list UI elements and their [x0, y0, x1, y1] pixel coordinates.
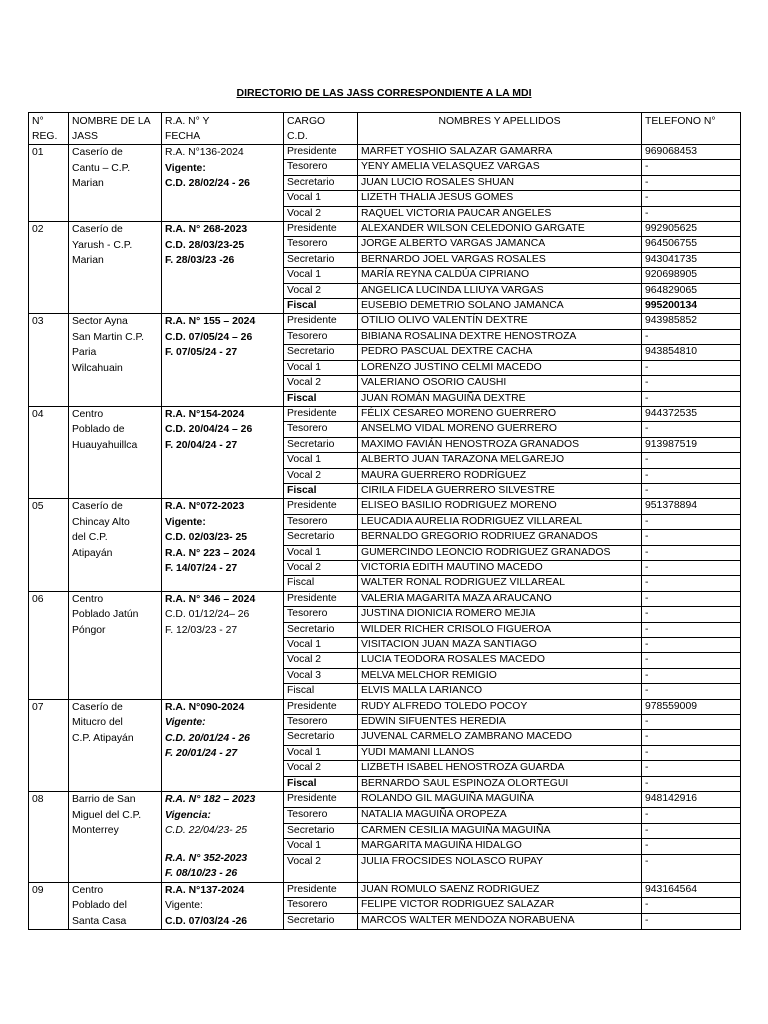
member-phone: -	[642, 530, 741, 545]
jass-name-line: Yarush - C.P.	[72, 239, 133, 251]
resolution-line: C.D. 01/12/24– 26	[165, 609, 250, 621]
member-name: ALEXANDER WILSON CELEDONIO GARGATE	[358, 222, 642, 237]
member-name: JUAN ROMÁN MAGUIÑA DEXTRE	[358, 391, 642, 406]
member-role: Fiscal	[284, 483, 358, 498]
resolution-line: R.A. N° 223 – 2024	[165, 547, 256, 559]
resolution-line: C.D. 02/03/23- 25	[165, 532, 248, 544]
resolution-info	[162, 591, 284, 699]
member-phone: -	[642, 730, 741, 745]
resolution-line: Vigente:	[165, 717, 206, 729]
jass-name	[69, 591, 162, 699]
member-phone: -	[642, 622, 741, 637]
member-name: BERNARDO SAUL ESPINOZA OLORTEGUI	[358, 776, 642, 791]
member-role: Fiscal	[284, 684, 358, 699]
member-phone: -	[642, 914, 741, 930]
member-name: BERNALDO GREGORIO RODRIUEZ GRANADOS	[358, 530, 642, 545]
jass-name-line: Wilcahuain	[72, 362, 123, 374]
jass-name-line: San Martin C.P.	[72, 331, 144, 343]
member-phone: 944372535	[642, 406, 741, 421]
member-phone: -	[642, 854, 741, 882]
member-role: Presidente	[284, 222, 358, 237]
member-phone: -	[642, 391, 741, 406]
member-name: WILDER RICHER CRISOLO FIGUEROA	[358, 622, 642, 637]
resolution-line: R.A. N° 352-2023	[165, 852, 248, 864]
member-phone: -	[642, 745, 741, 760]
member-role: Tesorero	[284, 807, 358, 823]
resolution-line: F. 20/01/24 - 27	[165, 748, 238, 760]
resolution-line: F. 12/03/23 - 27	[165, 624, 238, 636]
member-role: Secretario	[284, 345, 358, 360]
member-phone: 969068453	[642, 145, 741, 160]
member-name: MARFET YOSHIO SALAZAR GAMARRA	[358, 145, 642, 160]
member-phone: -	[642, 761, 741, 776]
member-name: FÉLIX CESAREO MORENO GUERRERO	[358, 406, 642, 421]
member-role: Secretario	[284, 914, 358, 930]
resolution-line: R.A. N°137-2024	[165, 884, 245, 896]
jass-name	[69, 406, 162, 498]
jass-name-line: Centro	[72, 593, 104, 605]
jass-name-line: Poblado Jatún	[72, 609, 139, 621]
member-phone: 943854810	[642, 345, 741, 360]
member-phone: 964506755	[642, 237, 741, 252]
member-name: NATALIA MAGUIÑA OROPEZA	[358, 807, 642, 823]
member-role: Vocal 2	[284, 560, 358, 575]
jass-name-line: Cantu – C.P.	[72, 162, 131, 174]
jass-name-line: Póngor	[72, 624, 106, 636]
member-role: Presidente	[284, 314, 358, 329]
resolution-line: R.A. N° 346 – 2024	[165, 593, 256, 605]
resolution-line: F. 08/10/23 - 26	[165, 868, 238, 880]
document-title: DIRECTORIO DE LAS JASS CORRESPONDIENTE A LA MDI	[236, 87, 532, 99]
member-phone: 943164564	[642, 882, 741, 898]
member-role: Vocal 2	[284, 653, 358, 668]
member-phone: -	[642, 715, 741, 730]
member-role: Vocal 1	[284, 545, 358, 560]
member-phone: -	[642, 898, 741, 914]
jass-name-line: Atipayán	[72, 547, 113, 559]
resolution-info	[162, 222, 284, 314]
member-role: Secretario	[284, 823, 358, 839]
jass-name-line: Huauyahuillca	[72, 439, 138, 451]
member-phone: -	[642, 329, 741, 344]
member-phone: -	[642, 376, 741, 391]
resolution-line: C.D. 07/03/24 -26	[165, 915, 248, 927]
member-phone: -	[642, 175, 741, 190]
member-name: MAXIMO FAVIÁN HENOSTROZA GRANADOS	[358, 437, 642, 452]
member-phone: -	[642, 823, 741, 839]
member-name: MARÍA REYNA CALDÚA CIPRIANO	[358, 268, 642, 283]
member-role: Presidente	[284, 792, 358, 808]
member-role: Vocal 1	[284, 360, 358, 375]
resolution-line: R.A. N°154-2024	[165, 408, 245, 420]
jass-name-line: Miguel del C.P.	[72, 809, 142, 821]
jass-name-line: Mitucro del	[72, 717, 123, 729]
resolution-line: Vigente:	[165, 516, 206, 528]
resolution-line: Vigente:	[165, 900, 203, 912]
resolution-line: F. 14/07/24 - 27	[165, 563, 238, 575]
resolution-line: R.A. N°136-2024	[165, 147, 244, 158]
member-name: JORGE ALBERTO VARGAS JAMANCA	[358, 237, 642, 252]
resolution-line: R.A. N° 182 – 2023	[165, 794, 256, 806]
member-role: Tesorero	[284, 898, 358, 914]
header-row	[29, 113, 741, 145]
table-row	[29, 406, 741, 421]
member-role: Vocal 2	[284, 854, 358, 882]
jass-directory-table	[28, 112, 741, 930]
member-role: Vocal 2	[284, 376, 358, 391]
member-role: Presidente	[284, 699, 358, 714]
member-name: JULIA FROCSIDES NOLASCO RUPAY	[358, 854, 642, 882]
registry-number: 03	[29, 314, 69, 406]
resolution-line: Vigente:	[165, 162, 206, 174]
resolution-line: R.A. N° 268-2023	[165, 224, 248, 236]
member-phone: 964829065	[642, 283, 741, 298]
member-phone: -	[642, 468, 741, 483]
member-phone: 948142916	[642, 792, 741, 808]
member-name: VALERIANO OSORIO CAUSHI	[358, 376, 642, 391]
jass-name	[69, 145, 162, 222]
jass-name	[69, 699, 162, 791]
resolution-line: Vigencia:	[165, 809, 211, 821]
member-role: Vocal 1	[284, 268, 358, 283]
resolution-line: C.D. 28/03/23-25	[165, 239, 245, 251]
jass-name-line: Marian	[72, 255, 104, 267]
member-name: RUDY ALFREDO TOLEDO POCOY	[358, 699, 642, 714]
jass-name	[69, 314, 162, 406]
member-role: Presidente	[284, 882, 358, 898]
member-name: JUVENAL CARMELO ZAMBRANO MACEDO	[358, 730, 642, 745]
member-role: Presidente	[284, 499, 358, 514]
resolution-line: C.D. 28/02/24 - 26	[165, 178, 250, 189]
jass-name-line: Santa Casa	[72, 915, 127, 927]
table-row	[29, 499, 741, 514]
member-role: Vocal 1	[284, 638, 358, 653]
table-row	[29, 591, 741, 606]
member-name: VALERIA MAGARITA MAZA ARAUCANO	[358, 591, 642, 606]
member-role: Tesorero	[284, 329, 358, 344]
member-role: Vocal 2	[284, 761, 358, 776]
table-row	[29, 882, 741, 898]
member-name: ROLANDO GIL MAGUIÑA MAGUIÑA	[358, 792, 642, 808]
member-phone: 951378894	[642, 499, 741, 514]
registry-number: 09	[29, 882, 69, 930]
registry-number: 05	[29, 499, 69, 591]
member-phone: -	[642, 653, 741, 668]
member-role: Fiscal	[284, 299, 358, 314]
jass-name-line: Centro	[72, 884, 104, 896]
member-name: EUSEBIO DEMETRIO SOLANO JAMANCA	[358, 299, 642, 314]
member-phone: -	[642, 668, 741, 683]
header-nombres: NOMBRES Y APELLIDOS	[358, 113, 642, 145]
member-name: EDWIN SIFUENTES HEREDIA	[358, 715, 642, 730]
registry-number: 07	[29, 699, 69, 791]
header-telefono: TELEFONO N°	[642, 113, 741, 145]
resolution-line: R.A. N°090-2024	[165, 701, 245, 713]
jass-name	[69, 499, 162, 591]
member-phone: 943041735	[642, 252, 741, 267]
jass-name-line: Barrio de San	[72, 794, 136, 806]
table-body	[29, 145, 741, 930]
member-phone: -	[642, 422, 741, 437]
member-name: ANGELICA LUCINDA LLIUYA VARGAS	[358, 283, 642, 298]
member-name: OTILIO OLIVO VALENTÍN DEXTRE	[358, 314, 642, 329]
member-name: MELVA MELCHOR REMIGIO	[358, 668, 642, 683]
registry-number: 02	[29, 222, 69, 314]
member-name: JUSTINA DIONICIA ROMERO MEJIA	[358, 607, 642, 622]
member-role: Tesorero	[284, 422, 358, 437]
member-name: MAURA GUERRERO RODRÍGUEZ	[358, 468, 642, 483]
member-phone: 943985852	[642, 314, 741, 329]
member-phone: -	[642, 545, 741, 560]
member-name: LIZBETH ISABEL HENOSTROZA GUARDA	[358, 761, 642, 776]
member-role: Secretario	[284, 175, 358, 190]
member-phone: -	[642, 560, 741, 575]
header-cargo: CARGO C.D.	[284, 113, 358, 145]
member-phone: 913987519	[642, 437, 741, 452]
member-role: Secretario	[284, 622, 358, 637]
member-name: MARCOS WALTER MENDOZA NORABUENA	[358, 914, 642, 930]
member-phone: -	[642, 607, 741, 622]
jass-name-line: Caserío de	[72, 224, 123, 236]
jass-name-line: Chincay Alto	[72, 516, 130, 528]
table-row	[29, 145, 741, 160]
member-phone: -	[642, 638, 741, 653]
member-role: Vocal 1	[284, 745, 358, 760]
jass-name	[69, 792, 162, 883]
jass-name-line: Poblado de	[72, 424, 125, 436]
member-name: JUAN LUCIO ROSALES SHUAN	[358, 175, 642, 190]
member-name: ELVIS MALLA LARIANCO	[358, 684, 642, 699]
member-role: Fiscal	[284, 776, 358, 791]
member-name: JUAN ROMULO SAENZ RODRIGUEZ	[358, 882, 642, 898]
resolution-info	[162, 406, 284, 498]
jass-name-line: Caserío de	[72, 147, 123, 158]
member-name: CIRILA FIDELA GUERRERO SILVESTRE	[358, 483, 642, 498]
member-phone: -	[642, 839, 741, 855]
member-role: Tesorero	[284, 607, 358, 622]
table-row	[29, 699, 741, 714]
member-phone: -	[642, 360, 741, 375]
member-name: FELIPE VICTOR RODRIGUEZ SALAZAR	[358, 898, 642, 914]
member-name: ALBERTO JUAN TARAZONA MELGAREJO	[358, 453, 642, 468]
member-phone: 995200134	[642, 299, 741, 314]
member-role: Vocal 2	[284, 468, 358, 483]
member-role: Presidente	[284, 591, 358, 606]
member-phone: 920698905	[642, 268, 741, 283]
resolution-info	[162, 882, 284, 930]
resolution-info	[162, 499, 284, 591]
resolution-info	[162, 792, 284, 883]
member-phone: -	[642, 453, 741, 468]
member-phone: -	[642, 206, 741, 221]
header-jass-name: NOMBRE DE LA JASS	[69, 113, 162, 145]
member-name: VICTORIA EDITH MAUTINO MACEDO	[358, 560, 642, 575]
member-phone: 978559009	[642, 699, 741, 714]
member-phone: -	[642, 591, 741, 606]
member-name: ELISEO BASILIO RODRIGUEZ MORENO	[358, 499, 642, 514]
table-row	[29, 792, 741, 808]
jass-name	[69, 222, 162, 314]
member-role: Presidente	[284, 406, 358, 421]
member-phone: -	[642, 576, 741, 591]
resolution-line: F. 28/03/23 -26	[165, 255, 235, 267]
member-role: Tesorero	[284, 160, 358, 175]
jass-name-line: Caserío de	[72, 701, 123, 713]
registry-number: 01	[29, 145, 69, 222]
resolution-line: C.D. 20/04/24 – 26	[165, 424, 253, 436]
jass-name-line: C.P. Atipayán	[72, 732, 134, 744]
header-ra: R.A. N° Y FECHA	[162, 113, 284, 145]
jass-name-line: Caserío de	[72, 501, 123, 513]
member-role: Secretario	[284, 730, 358, 745]
jass-name-line: Paria	[72, 347, 97, 359]
member-name: VISITACION JUAN MAZA SANTIAGO	[358, 638, 642, 653]
member-name: GUMERCINDO LEONCIO RODRIGUEZ GRANADOS	[358, 545, 642, 560]
member-name: LEUCADIA AURELIA RODRIGUEZ VILLAREAL	[358, 514, 642, 529]
jass-name-line: Poblado del	[72, 900, 127, 912]
member-name: PEDRO PASCUAL DEXTRE CACHA	[358, 345, 642, 360]
member-role: Tesorero	[284, 514, 358, 529]
member-phone: -	[642, 191, 741, 206]
registry-number: 06	[29, 591, 69, 699]
jass-name-line: Sector Ayna	[72, 316, 128, 328]
member-role: Secretario	[284, 530, 358, 545]
member-name: LORENZO JUSTINO CELMI MACEDO	[358, 360, 642, 375]
member-role: Tesorero	[284, 237, 358, 252]
resolution-info	[162, 699, 284, 791]
member-role: Vocal 1	[284, 453, 358, 468]
member-phone: -	[642, 514, 741, 529]
member-name: MARGARITA MAGUIÑA HIDALGO	[358, 839, 642, 855]
resolution-line: R.A. N°072-2023	[165, 501, 245, 513]
jass-name	[69, 882, 162, 930]
member-role: Fiscal	[284, 576, 358, 591]
member-role: Tesorero	[284, 715, 358, 730]
table-row	[29, 222, 741, 237]
member-phone: -	[642, 160, 741, 175]
member-phone: -	[642, 483, 741, 498]
member-phone: 992905625	[642, 222, 741, 237]
registry-number: 08	[29, 792, 69, 883]
member-role: Secretario	[284, 437, 358, 452]
member-name: BIBIANA ROSALINA DEXTRE HENOSTROZA	[358, 329, 642, 344]
registry-number: 04	[29, 406, 69, 498]
jass-name-line: Centro	[72, 408, 104, 420]
member-role: Vocal 3	[284, 668, 358, 683]
header-reg: N° REG.	[29, 113, 69, 145]
resolution-line: F. 20/04/24 - 27	[165, 439, 238, 451]
member-role: Vocal 1	[284, 191, 358, 206]
resolution-line: C.D. 22/04/23- 25	[165, 825, 248, 837]
blank-line	[165, 839, 280, 851]
member-role: Fiscal	[284, 391, 358, 406]
resolution-info	[162, 314, 284, 406]
resolution-line: C.D. 07/05/24 – 26	[165, 331, 253, 343]
jass-name-line: Monterrey	[72, 825, 119, 837]
jass-name-line: del C.P.	[72, 532, 108, 544]
jass-name-line: Marian	[72, 178, 104, 189]
resolution-line: F. 07/05/24 - 27	[165, 347, 238, 359]
member-name: CARMEN CESILIA MAGUIÑA MAGUIÑA	[358, 823, 642, 839]
member-phone: -	[642, 776, 741, 791]
resolution-line: R.A. N° 155 – 2024	[165, 316, 256, 328]
resolution-info	[162, 145, 284, 222]
member-role: Vocal 1	[284, 839, 358, 855]
member-name: LUCIA TEODORA ROSALES MACEDO	[358, 653, 642, 668]
member-name: YENY AMELIA VELASQUEZ VARGAS	[358, 160, 642, 175]
member-name: LIZETH THALIA JESUS GOMES	[358, 191, 642, 206]
table-row	[29, 314, 741, 329]
member-name: WALTER RONAL RODRIGUEZ VILLAREAL	[358, 576, 642, 591]
member-name: YUDI MAMANI LLANOS	[358, 745, 642, 760]
member-name: BERNARDO JOEL VARGAS ROSALES	[358, 252, 642, 267]
member-role: Presidente	[284, 145, 358, 160]
member-role: Vocal 2	[284, 283, 358, 298]
member-role: Secretario	[284, 252, 358, 267]
member-name: ANSELMO VIDAL MORENO GUERRERO	[358, 422, 642, 437]
member-phone: -	[642, 684, 741, 699]
resolution-line: C.D. 20/01/24 - 26	[165, 732, 250, 744]
member-role: Vocal 2	[284, 206, 358, 221]
member-phone: -	[642, 807, 741, 823]
member-name: RAQUEL VICTORIA PAUCAR ANGELES	[358, 206, 642, 221]
